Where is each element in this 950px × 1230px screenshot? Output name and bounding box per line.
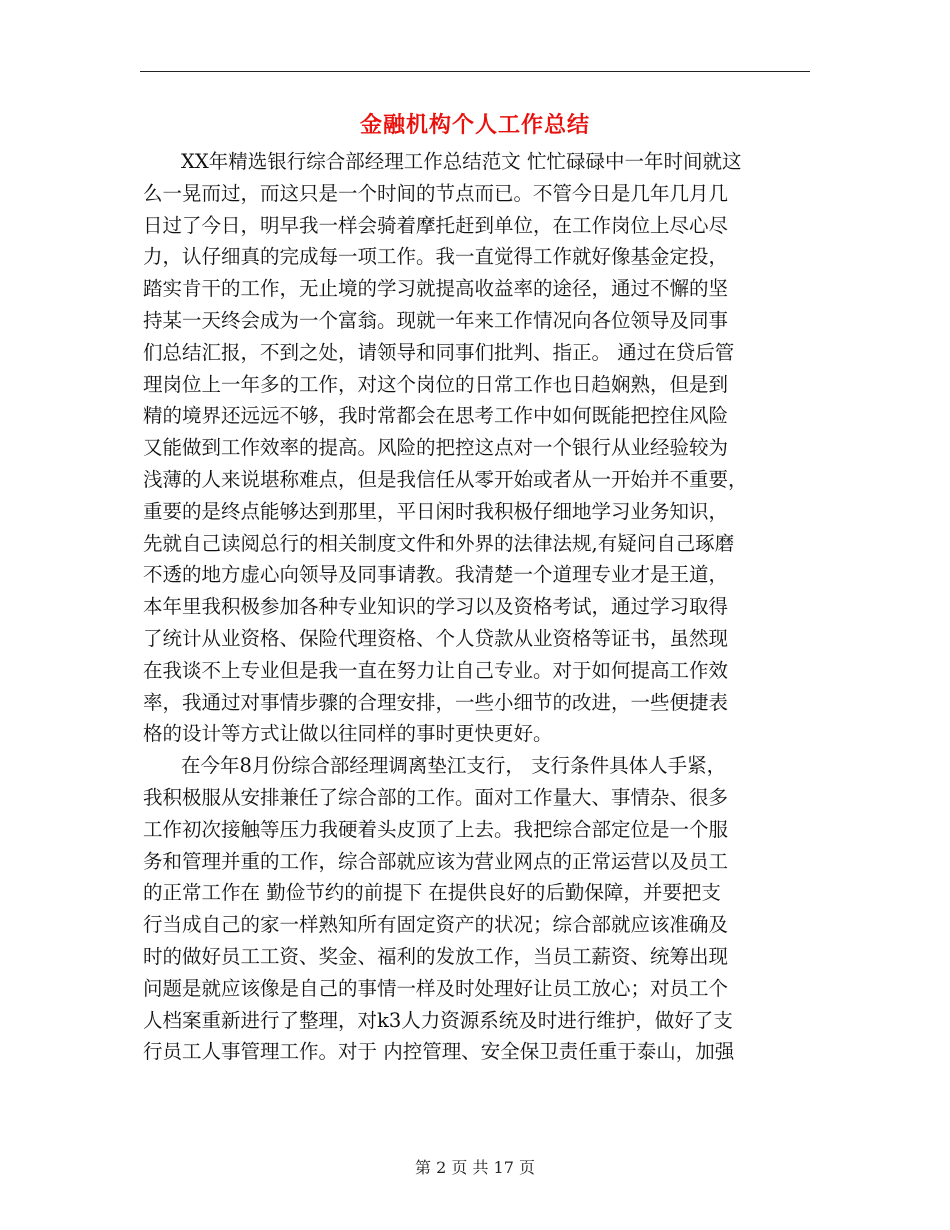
text-line: 人档案重新进行了整理，对k3人力资源系统及时进行维护，做好了支 bbox=[143, 1008, 733, 1032]
text-line: 格的设计等方式让做以往同样的事时更快更好。 bbox=[143, 722, 553, 746]
text-line: 不透的地方虚心向领导及同事请教。我清楚一个道理专业才是王道， bbox=[143, 563, 729, 587]
text-line: 行员工人事管理工作。对于 内控管理、安全保卫责任重于泰山，加强 bbox=[143, 1040, 735, 1064]
text-line: 力，认仔细真的完成每一项工作。我一直觉得工作就好像基金定投， bbox=[143, 245, 729, 269]
text-line: 了统计从业资格、保险代理资格、个人贷款从业资格等证书，虽然现 bbox=[143, 627, 729, 650]
text-line: 浅薄的人来说堪称难点，但是我信任从零开始或者从一开始并不重要， bbox=[143, 468, 748, 491]
text-line: 率，我通过对事情步骤的合理安排，一些小细节的改进，一些便捷表 bbox=[143, 690, 729, 714]
text-line: 务和管理并重的工作，综合部就应该为营业网点的正常运营以及员工 bbox=[143, 849, 729, 873]
text-line: 在我谈不上专业但是我一直在努力让自己专业。对于如何提高工作效 bbox=[143, 658, 729, 682]
text-line: 本年里我积极参加各种专业知识的学习以及资格考试，通过学习取得 bbox=[143, 595, 729, 619]
text-line: 们总结汇报，不到之处，请领导和同事们批判、指正。 通过在贷后管 bbox=[143, 340, 735, 364]
text-line: 在今年8月份综合部经理调离垫江支行， 支行条件具体人手紧， bbox=[181, 754, 727, 778]
text-line: 问题是就应该像是自己的事情一样及时处理好让员工放心；对员工个 bbox=[143, 976, 729, 1000]
page-number: 第 2 页 共 17 页 bbox=[415, 1158, 535, 1177]
text-line: 工作初次接触等压力我硬着头皮顶了上去。我把综合部定位是一个服 bbox=[143, 817, 729, 841]
text-line: 行当成自己的家一样熟知所有固定资产的状况；综合部就应该准确及 bbox=[143, 913, 729, 937]
text-line: 持某一天终会成为一个富翁。现就一年来工作情况向各位领导及同事 bbox=[143, 309, 729, 332]
text-line: 么一晃而过，而这只是一个时间的节点而已。不管今日是几年几月几 bbox=[143, 181, 729, 205]
text-line: 精的境界还远远不够，我时常都会在思考工作中如何既能把控住风险 bbox=[143, 404, 729, 428]
text-line: 又能做到工作效率的提高。风险的把控这点对一个银行从业经验较为 bbox=[143, 436, 729, 460]
document-title: 金融机构个人工作总结 bbox=[359, 112, 590, 138]
text-line: 日过了今日，明早我一样会骑着摩托赶到单位，在工作岗位上尽心尽 bbox=[143, 213, 729, 237]
text-line: 理岗位上一年多的工作，对这个岗位的日常工作也日趋娴熟，但是到 bbox=[143, 372, 729, 396]
text-line: 踏实肯干的工作，无止境的学习就提高收益率的途径，通过不懈的坚 bbox=[143, 277, 729, 301]
text-line: 重要的是终点能够达到那里，平日闲时我积极仔细地学习业务知识， bbox=[143, 499, 729, 523]
text-line: 的正常工作在 勤俭节约的前提下 在提供良好的后勤保障，并要把支 bbox=[143, 881, 721, 905]
text-line: 先就自己读阅总行的相关制度文件和外界的法律法规,有疑问自己琢磨 bbox=[143, 531, 735, 555]
text-line: 时的做好员工工资、奖金、福利的发放工作，当员工薪资、统筹出现 bbox=[143, 945, 729, 968]
text-line: 我积极服从安排兼任了综合部的工作。面对工作量大、事情杂、很多 bbox=[143, 786, 729, 809]
text-line: XX年精选银行综合部经理工作总结范文 忙忙碌碌中一年时间就这 bbox=[181, 150, 742, 173]
header-rule bbox=[140, 71, 810, 72]
